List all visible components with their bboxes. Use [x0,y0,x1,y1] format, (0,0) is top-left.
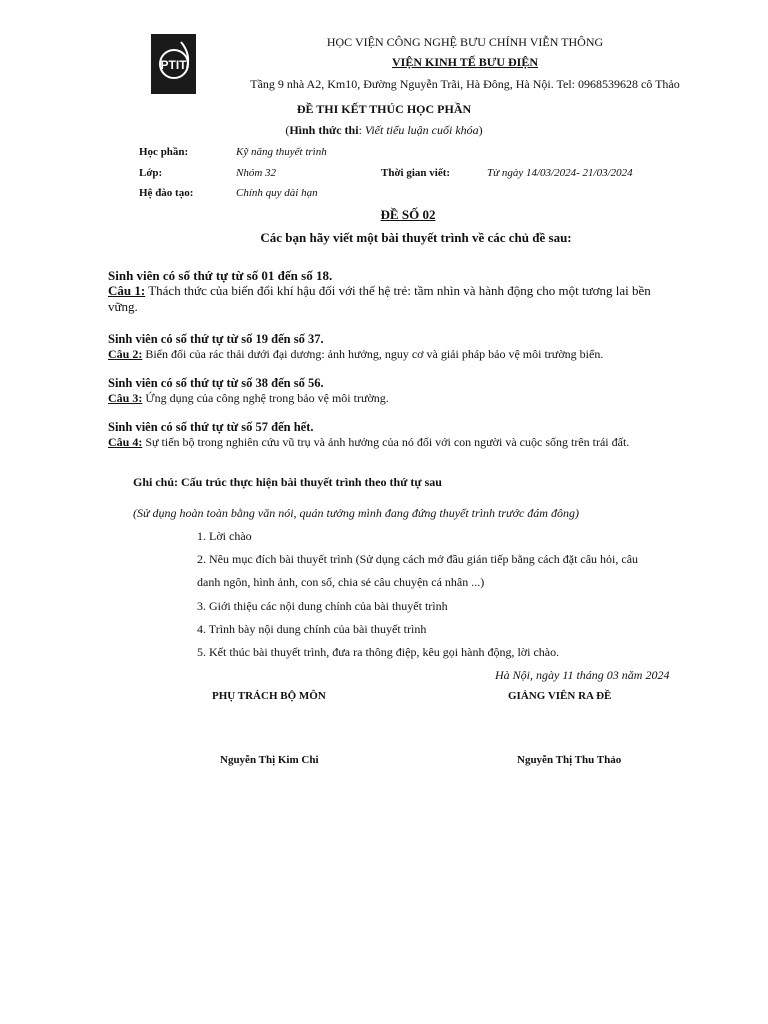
left-signer-title: PHỤ TRÁCH BỘ MÔN [212,690,326,702]
note-item-2: 2. Nêu mục đích bài thuyết trình (Sử dụng cách mở đầu gián tiếp bằng cách đặt câu hỏi, câu [197,552,639,566]
right-signer-title: GIẢNG VIÊN RA ĐỀ [508,690,612,702]
exam-format: (Hình thức thi: Viết tiểu luận cuối khóa) [285,123,483,137]
sign-date: Hà Nội, ngày 11 tháng 03 năm 2024 [495,668,670,682]
format-label: Hình thức thi [289,123,359,137]
question-3-text: Ứng dụng của công nghệ trong bảo vệ môi trường. [142,391,389,405]
note-item-1: 1. Lời chào [197,529,252,543]
question-3-label: Câu 3: [108,391,143,405]
group-1-range: Sinh viên có số thứ tự từ số 01 đến số 18. [108,268,333,283]
question-1-text: Thách thức của biến đổi khí hậu đối với thế hệ trẻ: tầm nhìn và hành động cho một tương lai bền [145,283,651,298]
group-3-range: Sinh viên có số thứ tự từ số 38 đến số 56. [108,376,324,390]
institute-name: VIỆN KINH TẾ BƯU ĐIỆN [391,55,539,69]
training-label: Hệ đào tạo: [139,187,194,199]
logo-text: PTIT [160,58,187,72]
group-2-range: Sinh viên có số thứ tự từ số 19 đến số 37. [108,332,324,346]
question-1-label: Câu 1: [108,283,146,298]
course-value: Kỹ năng thuyết trình [236,146,327,158]
class-value: Nhóm 32 [236,167,277,179]
question-4-label: Câu 4: [108,435,143,449]
course-label: Học phần: [139,146,189,158]
exam-instruction: Các bạn hãy viết một bài thuyết trình về các chủ đề sau: [260,230,572,245]
note-subtitle: (Sử dụng hoàn toàn bằng văn nói, quán tưởng mình đang đứng thuyết trình trước đám đông) [133,506,579,520]
time-label: Thời gian viết: [381,167,451,179]
note-item-4: 4. Trình bày nội dung chính của bài thuyết trình [197,622,427,636]
note-item-2-cont: danh ngôn, hình ảnh, con số, chia sẻ câu chuyện cá nhân ...) [197,575,485,589]
question-1 [108,283,651,299]
right-signer-name: Nguyễn Thị Thu Thảo [517,754,622,766]
training-value: Chính quy dài hạn [236,187,318,199]
question-2 [108,347,603,362]
note-title: Ghi chú: Cấu trúc thực hiện bài thuyết trình theo thứ tự sau [133,475,442,489]
question-2-label: Câu 2: [108,347,143,361]
note-item-3: 3. Giới thiệu các nội dung chính của bài thuyết trình [197,599,448,613]
question-1-text-cont: vững. [108,299,138,314]
institute-address: Tầng 9 nhà A2, Km10, Đường Nguyễn Trãi, Hà Đông, Hà Nội. Tel: 0968539628 cô Thảo [250,77,680,91]
exam-title: ĐỀ THI KẾT THÚC HỌC PHẦN [296,102,472,116]
question-2-text: Biến đổi của rác thải dưới đại dương: ảnh hưởng, nguy cơ và giải pháp bảo vệ môi trường biển. [142,347,604,361]
question-3 [108,391,389,406]
format-value: Viết tiểu luận cuối khóa [364,123,479,137]
academy-name: HỌC VIỆN CÔNG NGHỆ BƯU CHÍNH VIỄN THÔNG [326,35,604,49]
group-4-range: Sinh viên có số thứ tự từ số 57 đến hết. [108,420,314,434]
question-4-text: Sự tiến bộ trong nghiên cứu vũ trụ và ảnh hưởng của nó đối với con người và cuộc sống trên trái đất. [142,435,630,449]
exam-number: ĐỀ SỐ 02 [380,207,436,222]
class-label: Lớp: [139,167,163,179]
time-value: Từ ngày 14/03/2024- 21/03/2024 [487,167,633,179]
note-item-5: 5. Kết thúc bài thuyết trình, đưa ra thông điệp, kêu gọi hành động, lời chào. [197,645,560,659]
question-4 [108,435,629,450]
left-signer-name: Nguyễn Thị Kim Chi [220,754,319,766]
